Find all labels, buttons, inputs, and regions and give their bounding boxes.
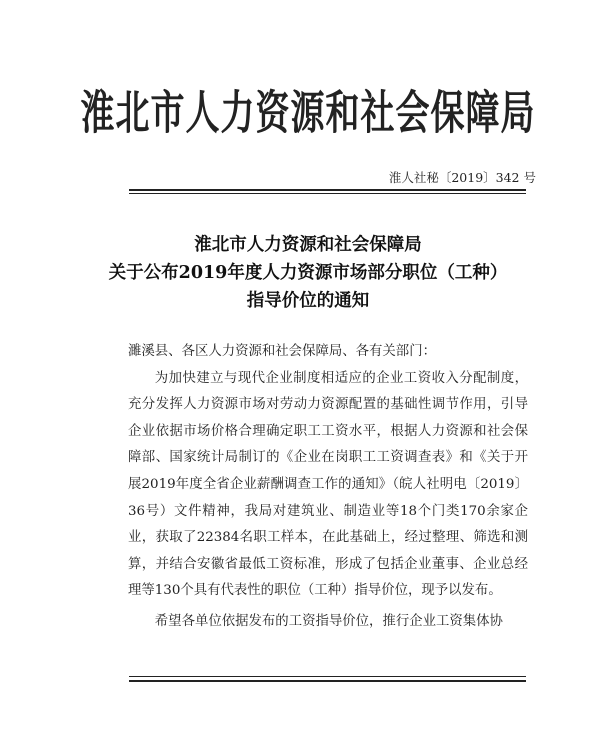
notice-title-line1: 淮北市人力资源和社会保障局 — [194, 235, 422, 255]
notice-title — [0, 231, 616, 315]
letterhead-org-name: 淮北市人力资源和社会保障局 — [80, 86, 536, 141]
letterhead-rule-top-thin — [129, 193, 526, 194]
letterhead-rule-top — [129, 189, 526, 191]
footer-rule-bottom — [129, 680, 526, 682]
body-paragraph-2: 希望各单位依据发布的工资指导价位，推行企业工资集体协 — [154, 613, 503, 629]
body-paragraph-1: 为加快建立与现代企业制度相适应的企业工资收入分配制度，充分发挥人力资源市场对劳动力资源配置的基础性调节作用，引导企业依据市场价格合理确定职工工资水平，根据人力资源和社会保障部、国家统计局制订的《企业在岗职工工资调查表》和《关于开展2019年度全省企业薪酬调查工作的通知》（皖人社明电〔2019〕36号）文件精神，我局对建筑业、制造业等18个门类170余家企业，获取了22384名职工样本，在此基础上，经过整理、筛选和测算，并结合安徽省最低工资标准，形成了包括企业董事、企业总经理等130个具有代表性的职位（工种）指导价位，现予以发布。 — [128, 370, 528, 599]
notice-body — [128, 339, 528, 636]
addressee: 濉溪县、各区人力资源和社会保障局、各有关部门： — [128, 344, 436, 359]
document-number: 淮人社秘〔2019〕342 号 — [388, 170, 536, 185]
footer-rule-top — [129, 676, 526, 677]
notice-title-line3: 指导价位的通知 — [246, 291, 370, 311]
notice-title-line2: 关于公布2019年度人力资源市场部分职位（工种） — [108, 263, 508, 283]
